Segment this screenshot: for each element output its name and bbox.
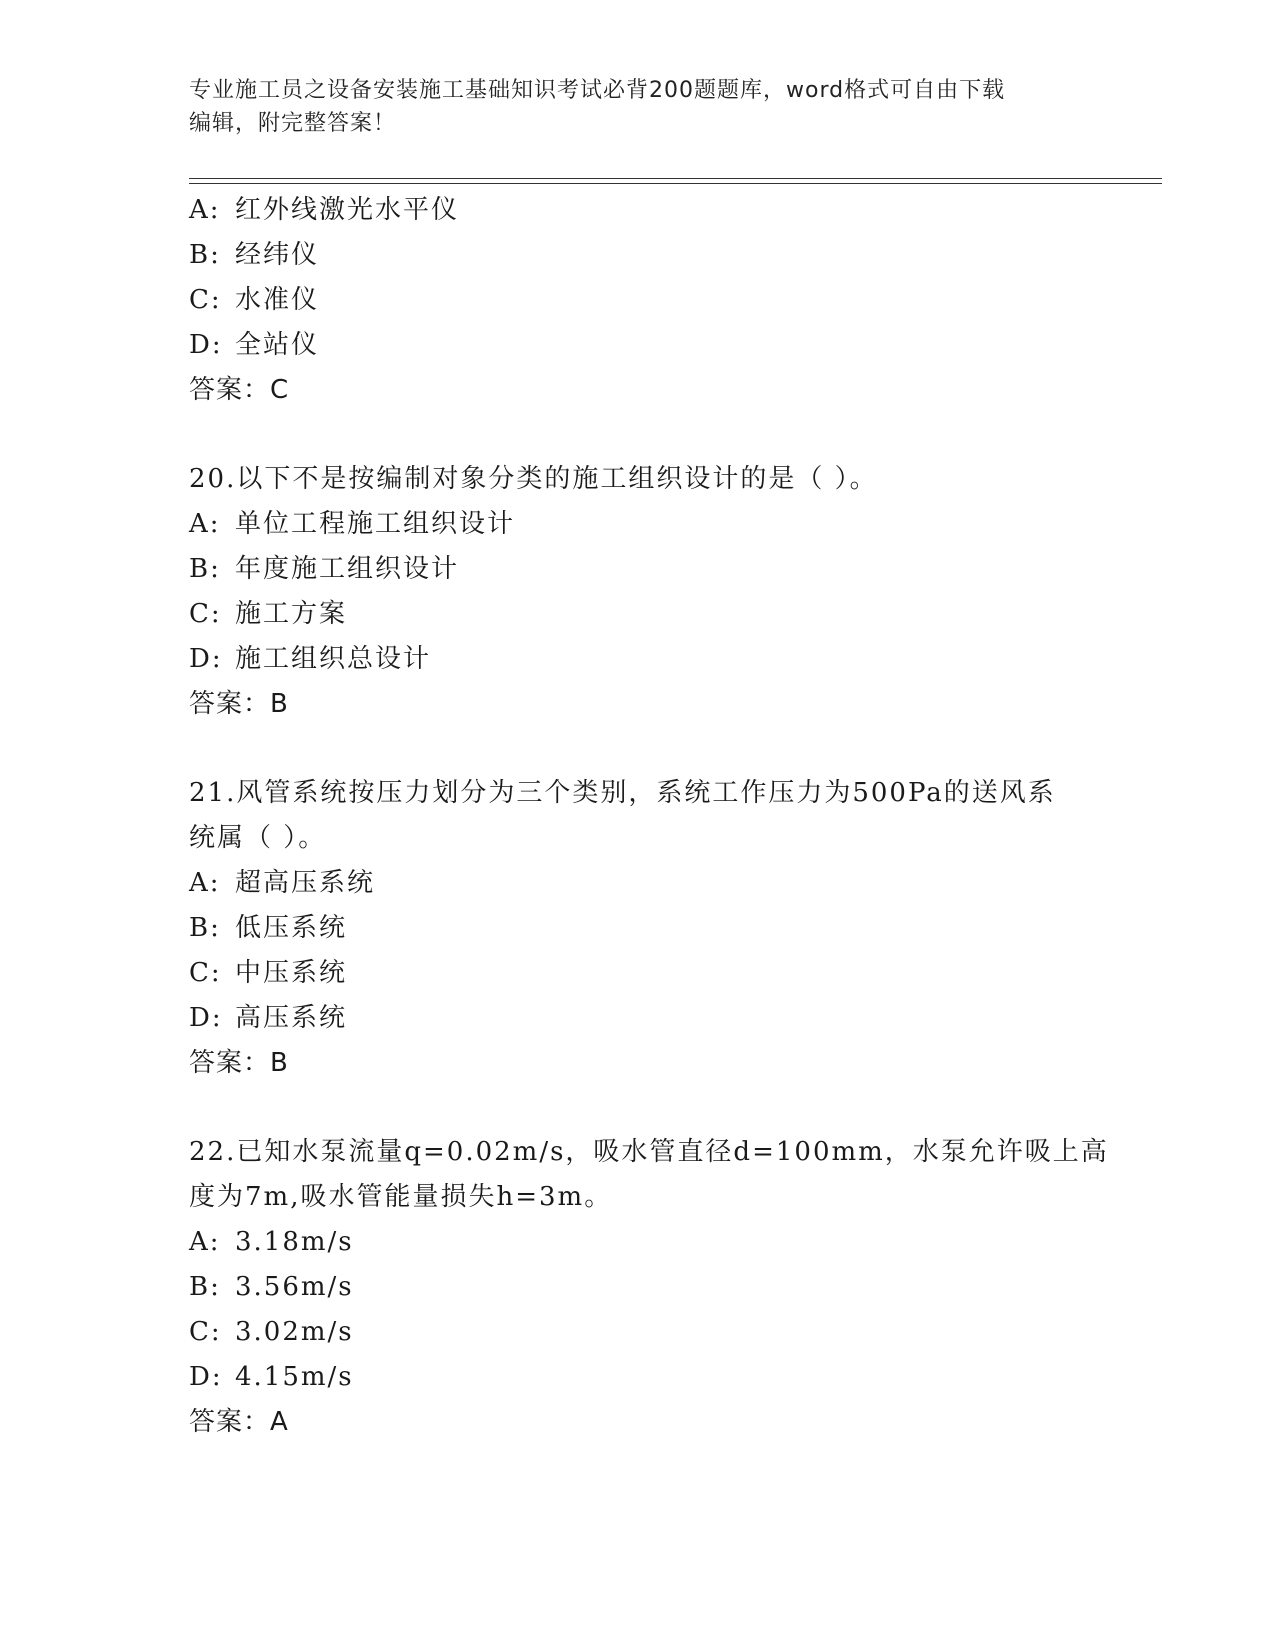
option-text: 全站仪 [235, 330, 320, 360]
q22-option-a [189, 1225, 354, 1259]
option-letter: C: [189, 958, 222, 988]
option-text: 经纬仪 [235, 240, 320, 270]
q22-option-b [189, 1270, 354, 1304]
option-text: 施工组织总设计 [235, 644, 432, 674]
option-text: 3.56m/s [235, 1272, 354, 1302]
option-letter: B: [189, 240, 221, 270]
option-text: 水准仪 [235, 285, 320, 315]
option-text: 3.18m/s [235, 1227, 354, 1257]
option-text: 超高压系统 [235, 868, 376, 898]
option-letter: D: [189, 644, 223, 674]
q21-option-b [189, 911, 347, 945]
q21-option-d [189, 1001, 347, 1035]
option-letter: B: [189, 1272, 221, 1302]
option-letter: D: [189, 1003, 223, 1033]
q22-answer: 答案：A [189, 1407, 289, 1437]
q21-stem-line-2: 统属（ ）。 [189, 823, 327, 853]
option-text: 红外线激光水平仪 [235, 195, 460, 225]
q20-option-a [189, 507, 515, 541]
q19-option-c [189, 283, 319, 317]
header-divider-bottom [189, 183, 1162, 184]
header-line-1: 专业施工员之设备安装施工基础知识考试必背200题题库，word格式可自由下载 [189, 78, 1006, 103]
option-text: 施工方案 [235, 599, 348, 629]
q20-option-d [189, 642, 431, 676]
q22-stem-line-2: 度为7m,吸水管能量损失h=3m。 [189, 1182, 613, 1212]
option-letter: B: [189, 554, 221, 584]
q19-answer: 答案：C [189, 375, 290, 405]
option-letter: C: [189, 285, 222, 315]
option-letter: A: [189, 868, 221, 898]
option-text: 年度施工组织设计 [235, 554, 460, 584]
option-text: 4.15m/s [235, 1362, 354, 1392]
option-letter: C: [189, 1317, 222, 1347]
q19-option-b [189, 238, 319, 272]
q21-option-a [189, 866, 375, 900]
document-header [189, 74, 1089, 140]
q20-answer: 答案：B [189, 689, 289, 719]
option-letter: C: [189, 599, 222, 629]
option-text: 单位工程施工组织设计 [235, 509, 516, 539]
q22-option-c [189, 1315, 354, 1349]
option-text: 中压系统 [235, 958, 348, 988]
q19-option-d [189, 328, 319, 362]
q21-option-c [189, 956, 347, 990]
q21-answer: 答案：B [189, 1048, 289, 1078]
q21-stem-line-1: 21.风管系统按压力划分为三个类别，系统工作压力为500Pa的送风系 [189, 778, 1056, 808]
option-letter: D: [189, 330, 223, 360]
header-line-2: 编辑，附完整答案！ [189, 111, 397, 136]
option-letter: A: [189, 195, 221, 225]
q19-option-a [189, 193, 459, 227]
option-letter: D: [189, 1362, 223, 1392]
q22-option-d [189, 1360, 354, 1394]
q20-option-c [189, 597, 347, 631]
option-text: 低压系统 [235, 913, 348, 943]
header-divider-top [189, 178, 1162, 179]
option-text: 3.02m/s [235, 1317, 354, 1347]
q20-stem: 20.以下不是按编制对象分类的施工组织设计的是（ ）。 [189, 464, 878, 494]
option-text: 高压系统 [235, 1003, 348, 1033]
q22-stem-line-1: 22.已知水泵流量q=0.02m/s，吸水管直径d=100mm，水泵允许吸上高 [189, 1137, 1109, 1167]
option-letter: A: [189, 1227, 221, 1257]
option-letter: A: [189, 509, 221, 539]
option-letter: B: [189, 913, 221, 943]
q20-option-b [189, 552, 459, 586]
